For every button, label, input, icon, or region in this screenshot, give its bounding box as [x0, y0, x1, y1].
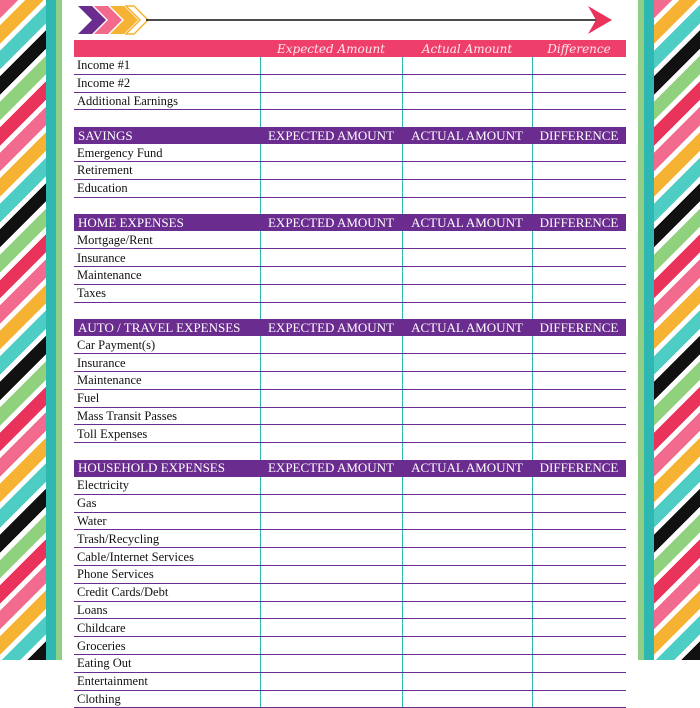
actual-amount-cell[interactable]: [402, 619, 532, 637]
actual-amount-cell[interactable]: [402, 92, 532, 110]
row-label: Income #1: [74, 57, 260, 74]
actual-amount-cell[interactable]: [402, 144, 532, 161]
actual-amount-cell[interactable]: [402, 74, 532, 92]
actual-amount-cell[interactable]: [402, 249, 532, 267]
top-header-actual: Actual Amount: [402, 40, 532, 57]
difference-cell[interactable]: [532, 619, 626, 637]
expected-amount-cell[interactable]: [260, 548, 402, 566]
row-label: Taxes: [74, 284, 260, 302]
top-header-expected: Expected Amount: [260, 40, 402, 57]
expected-amount-cell[interactable]: [260, 407, 402, 425]
expected-amount-cell[interactable]: [260, 179, 402, 197]
actual-amount-cell[interactable]: [402, 672, 532, 690]
row-label: Entertainment: [74, 672, 260, 690]
table-row: [74, 179, 626, 197]
row-label: Education: [74, 179, 260, 197]
actual-amount-cell[interactable]: [402, 565, 532, 583]
table-row: [74, 336, 626, 353]
actual-amount-cell[interactable]: [402, 425, 532, 443]
table-row: [74, 110, 626, 127]
table-row: [74, 443, 626, 460]
row-label: Eating Out: [74, 654, 260, 672]
column-expected: EXPECTED AMOUNT: [260, 127, 402, 144]
table-row: [74, 583, 626, 601]
expected-amount-cell[interactable]: [260, 565, 402, 583]
expected-amount-cell[interactable]: [260, 284, 402, 302]
row-label: Car Payment(s): [74, 336, 260, 353]
expected-amount-cell[interactable]: [260, 161, 402, 179]
column-difference: DIFFERENCE: [532, 127, 626, 144]
actual-amount-cell[interactable]: [402, 371, 532, 389]
difference-cell[interactable]: [532, 565, 626, 583]
table-row: [74, 354, 626, 372]
arrow-decoration: [72, 0, 628, 40]
expected-amount-cell[interactable]: [260, 92, 402, 110]
difference-cell[interactable]: [532, 74, 626, 92]
difference-cell[interactable]: [532, 179, 626, 197]
row-label: Additional Earnings: [74, 92, 260, 110]
column-expected: EXPECTED AMOUNT: [260, 214, 402, 231]
table-row: [74, 144, 626, 161]
expected-amount-cell[interactable]: [260, 654, 402, 672]
row-label: Groceries: [74, 637, 260, 655]
difference-cell[interactable]: [532, 249, 626, 267]
table-row: [74, 231, 626, 248]
auto-section: [74, 336, 626, 442]
green-border-left: [56, 0, 62, 660]
table-row: [74, 548, 626, 566]
difference-cell[interactable]: [532, 92, 626, 110]
column-actual: ACTUAL AMOUNT: [402, 319, 532, 336]
table-row: [74, 266, 626, 284]
column-difference: DIFFERENCE: [532, 319, 626, 336]
table-row: [74, 284, 626, 302]
difference-cell[interactable]: [532, 336, 626, 353]
teal-border-left: [46, 0, 56, 660]
table-row: [74, 389, 626, 407]
section-title: HOUSEHOLD EXPENSES: [74, 460, 260, 477]
table-row: [74, 530, 626, 548]
difference-cell[interactable]: [532, 477, 626, 494]
row-label: Insurance: [74, 354, 260, 372]
actual-amount-cell[interactable]: [402, 548, 532, 566]
section-header-home: [74, 214, 626, 231]
difference-cell[interactable]: [532, 407, 626, 425]
actual-amount-cell[interactable]: [402, 284, 532, 302]
column-difference: DIFFERENCE: [532, 214, 626, 231]
expected-amount-cell[interactable]: [260, 354, 402, 372]
actual-amount-cell[interactable]: [402, 336, 532, 353]
table-row: [74, 74, 626, 92]
column-actual: ACTUAL AMOUNT: [402, 214, 532, 231]
column-expected: EXPECTED AMOUNT: [260, 319, 402, 336]
expected-amount-cell[interactable]: [260, 74, 402, 92]
table-row: [74, 690, 626, 708]
difference-cell[interactable]: [532, 354, 626, 372]
expected-amount-cell[interactable]: [260, 477, 402, 494]
expected-amount-cell[interactable]: [260, 494, 402, 512]
savings-section: [74, 144, 626, 197]
income-section: [74, 57, 626, 110]
expected-amount-cell[interactable]: [260, 425, 402, 443]
section-title: SAVINGS: [74, 127, 260, 144]
section-title: AUTO / TRAVEL EXPENSES: [74, 319, 260, 336]
row-label: Insurance: [74, 249, 260, 267]
table-row: [74, 425, 626, 443]
table-row: [74, 637, 626, 655]
difference-cell[interactable]: [532, 371, 626, 389]
table-row: [74, 654, 626, 672]
row-label: Mass Transit Passes: [74, 407, 260, 425]
row-label: Loans: [74, 601, 260, 619]
expected-amount-cell[interactable]: [260, 583, 402, 601]
actual-amount-cell[interactable]: [402, 477, 532, 494]
row-label: Maintenance: [74, 266, 260, 284]
difference-cell[interactable]: [532, 389, 626, 407]
difference-cell[interactable]: [532, 548, 626, 566]
table-row: [74, 92, 626, 110]
budget-worksheet: [72, 0, 628, 706]
table-row: [74, 161, 626, 179]
column-actual: ACTUAL AMOUNT: [402, 460, 532, 477]
expected-amount-cell[interactable]: [260, 690, 402, 708]
difference-cell[interactable]: [532, 161, 626, 179]
row-label: Gas: [74, 494, 260, 512]
actual-amount-cell[interactable]: [402, 161, 532, 179]
actual-amount-cell[interactable]: [402, 601, 532, 619]
row-label: Electricity: [74, 477, 260, 494]
difference-cell[interactable]: [532, 284, 626, 302]
expected-amount-cell[interactable]: [260, 672, 402, 690]
row-label: Clothing: [74, 690, 260, 708]
top-header-row: [74, 40, 626, 57]
row-label: Phone Services: [74, 565, 260, 583]
row-label: Credit Cards/Debt: [74, 583, 260, 601]
table-row: [74, 371, 626, 389]
expected-amount-cell[interactable]: [260, 57, 402, 74]
table-row: [74, 249, 626, 267]
difference-cell[interactable]: [532, 144, 626, 161]
actual-amount-cell[interactable]: [402, 57, 532, 74]
table-row: [74, 619, 626, 637]
difference-cell[interactable]: [532, 637, 626, 655]
teal-border-right: [644, 0, 654, 660]
expected-amount-cell[interactable]: [260, 249, 402, 267]
table-row: [74, 494, 626, 512]
difference-cell[interactable]: [532, 266, 626, 284]
difference-cell[interactable]: [532, 654, 626, 672]
expected-amount-cell[interactable]: [260, 266, 402, 284]
row-label: Water: [74, 512, 260, 530]
household-section: [74, 477, 626, 708]
row-label: Retirement: [74, 161, 260, 179]
table-row: [74, 512, 626, 530]
expected-amount-cell[interactable]: [260, 231, 402, 248]
actual-amount-cell[interactable]: [402, 389, 532, 407]
home-section: [74, 231, 626, 302]
decorative-stripes-left: [0, 0, 46, 660]
actual-amount-cell[interactable]: [402, 354, 532, 372]
row-label: Trash/Recycling: [74, 530, 260, 548]
column-actual: ACTUAL AMOUNT: [402, 127, 532, 144]
row-label: Emergency Fund: [74, 144, 260, 161]
expected-amount-cell[interactable]: [260, 371, 402, 389]
decorative-stripes-right: [654, 0, 700, 660]
top-header-blank: [74, 40, 260, 57]
expected-amount-cell[interactable]: [260, 619, 402, 637]
row-label: Income #2: [74, 74, 260, 92]
actual-amount-cell[interactable]: [402, 637, 532, 655]
row-label: Mortgage/Rent: [74, 231, 260, 248]
actual-amount-cell[interactable]: [402, 407, 532, 425]
actual-amount-cell[interactable]: [402, 494, 532, 512]
expected-amount-cell[interactable]: [260, 601, 402, 619]
budget-table: [74, 40, 626, 708]
difference-cell[interactable]: [532, 231, 626, 248]
table-row: [74, 565, 626, 583]
difference-cell[interactable]: [532, 690, 626, 708]
table-row: [74, 302, 626, 319]
section-header-household: [74, 460, 626, 477]
difference-cell[interactable]: [532, 512, 626, 530]
difference-cell[interactable]: [532, 583, 626, 601]
actual-amount-cell[interactable]: [402, 512, 532, 530]
table-row: [74, 601, 626, 619]
row-label: Maintenance: [74, 371, 260, 389]
actual-amount-cell[interactable]: [402, 530, 532, 548]
expected-amount-cell[interactable]: [260, 336, 402, 353]
difference-cell[interactable]: [532, 425, 626, 443]
row-label: Fuel: [74, 389, 260, 407]
difference-cell[interactable]: [532, 672, 626, 690]
top-header-difference: Difference: [532, 40, 626, 57]
row-label: Cable/Internet Services: [74, 548, 260, 566]
expected-amount-cell[interactable]: [260, 637, 402, 655]
actual-amount-cell[interactable]: [402, 654, 532, 672]
table-row: [74, 407, 626, 425]
column-difference: DIFFERENCE: [532, 460, 626, 477]
table-row: [74, 672, 626, 690]
difference-cell[interactable]: [532, 494, 626, 512]
difference-cell[interactable]: [532, 57, 626, 74]
actual-amount-cell[interactable]: [402, 231, 532, 248]
section-title: HOME EXPENSES: [74, 214, 260, 231]
difference-cell[interactable]: [532, 530, 626, 548]
actual-amount-cell[interactable]: [402, 179, 532, 197]
section-header-savings: [74, 127, 626, 144]
row-label: Toll Expenses: [74, 425, 260, 443]
actual-amount-cell[interactable]: [402, 266, 532, 284]
expected-amount-cell[interactable]: [260, 530, 402, 548]
difference-cell[interactable]: [532, 601, 626, 619]
actual-amount-cell[interactable]: [402, 583, 532, 601]
section-header-auto: [74, 319, 626, 336]
actual-amount-cell[interactable]: [402, 690, 532, 708]
column-expected: EXPECTED AMOUNT: [260, 460, 402, 477]
expected-amount-cell[interactable]: [260, 144, 402, 161]
table-row: [74, 57, 626, 74]
expected-amount-cell[interactable]: [260, 389, 402, 407]
table-row: [74, 197, 626, 214]
table-row: [74, 477, 626, 494]
row-label: Childcare: [74, 619, 260, 637]
expected-amount-cell[interactable]: [260, 512, 402, 530]
